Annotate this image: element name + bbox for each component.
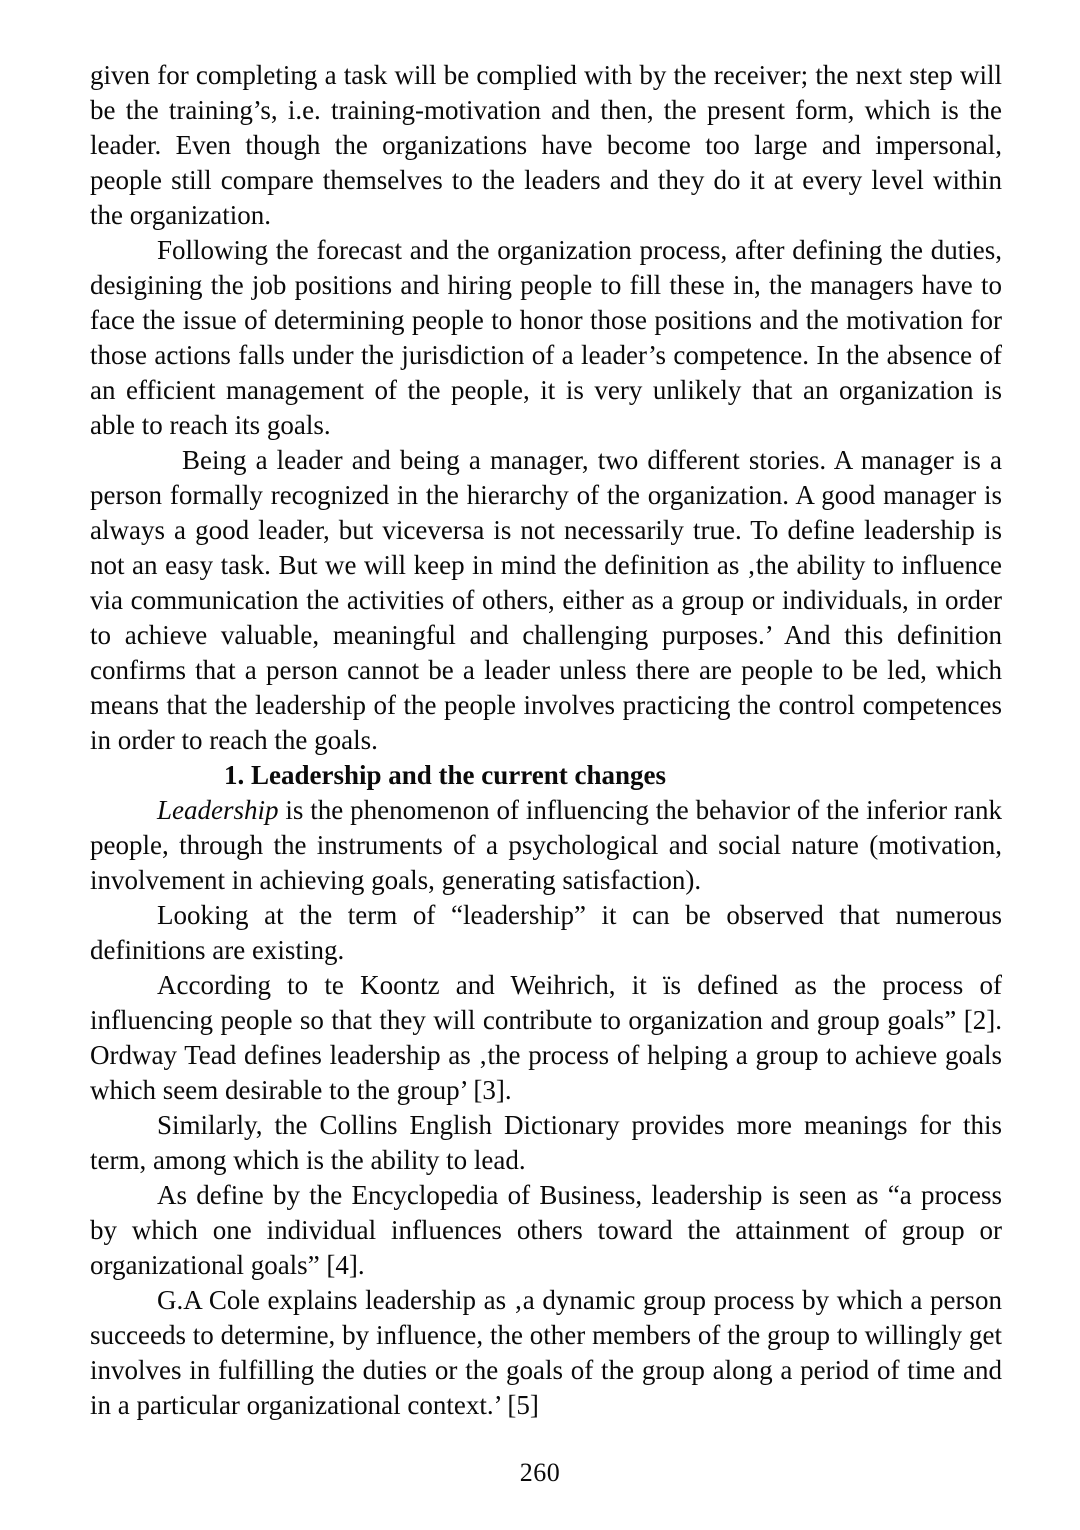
body-paragraph-5: Looking at the term of “leadership” it can be observed that numerous definitions are existing. [90,900,1002,965]
body-paragraph-1: given for completing a task will be complied with by the receiver; the next step will be the training’s, i.e. training-motivation and then, the present form, which is the leader. Even though the organizations have become too large and impersonal, people still compare themselves to the leaders and they do it at every level within the organization. [90,60,1002,230]
page-number: 260 [519,1458,561,1487]
italic-lead-word: Leadership [157,795,279,825]
body-paragraph-3: Being a leader and being a manager, two different stories. A manager is a person formally recognized in the hierarchy of the organization. A good manager is always a good leader, but viceversa is not necessarily true. To define leadership is not an easy task. But we will keep in mind the definition as ‚the ability to influence via communication the activities of others, either as a group or individuals, in order to achieve valuable, meaningful and challenging purposes.’ And this definition confirms that a person cannot be a leader unless there are people to be led, which means that the leadership of the people involves practicing the control competences in order to reach the goals. [90,445,1002,755]
body-paragraph-7: Similarly, the Collins English Dictionary provides more meanings for this term, among which is the ability to lead. [90,1110,1002,1175]
section-heading: 1. Leadership and the current changes [224,760,667,790]
body-paragraph-8: As define by the Encyclopedia of Business, leadership is seen as “a process by which one individual influences others toward the attainment of group or organizational goals” [4]. [90,1180,1002,1280]
body-paragraph-4 [90,793,1002,898]
body-paragraph-4-text: is the phenomenon of influencing the behavior of the inferior rank people, through the instruments of a psychological and social nature (motivation, involvement in achieving goals, generating satisfaction). [90,795,1002,895]
body-paragraph-9: G.A Cole explains leadership as ‚a dynamic group process by which a person succeeds to determine, by influence, the other members of the group to willingly get involves in fulfilling the duties or the goals of the group along a period of time and in a particular organizational context.’ [5] [90,1285,1002,1420]
body-paragraph-2: Following the forecast and the organization process, after defining the duties, desigining the job positions and hiring people to fill these in, the managers have to face the issue of determining people to honor those positions and the motivation for those actions falls under the jurisdiction of a leader’s competence. In the absence of an efficient management of the people, it is very unlikely that an organization is able to reach its goals. [90,235,1002,440]
body-paragraph-6: According to te Koontz and Weihrich, it ïs defined as the process of influencing people so that they will contribute to organization and group goals” [2]. Ordway Tead defines leadership as ‚the process of helping a group to achieve goals which seem desirable to the group’ [3]. [90,970,1002,1105]
